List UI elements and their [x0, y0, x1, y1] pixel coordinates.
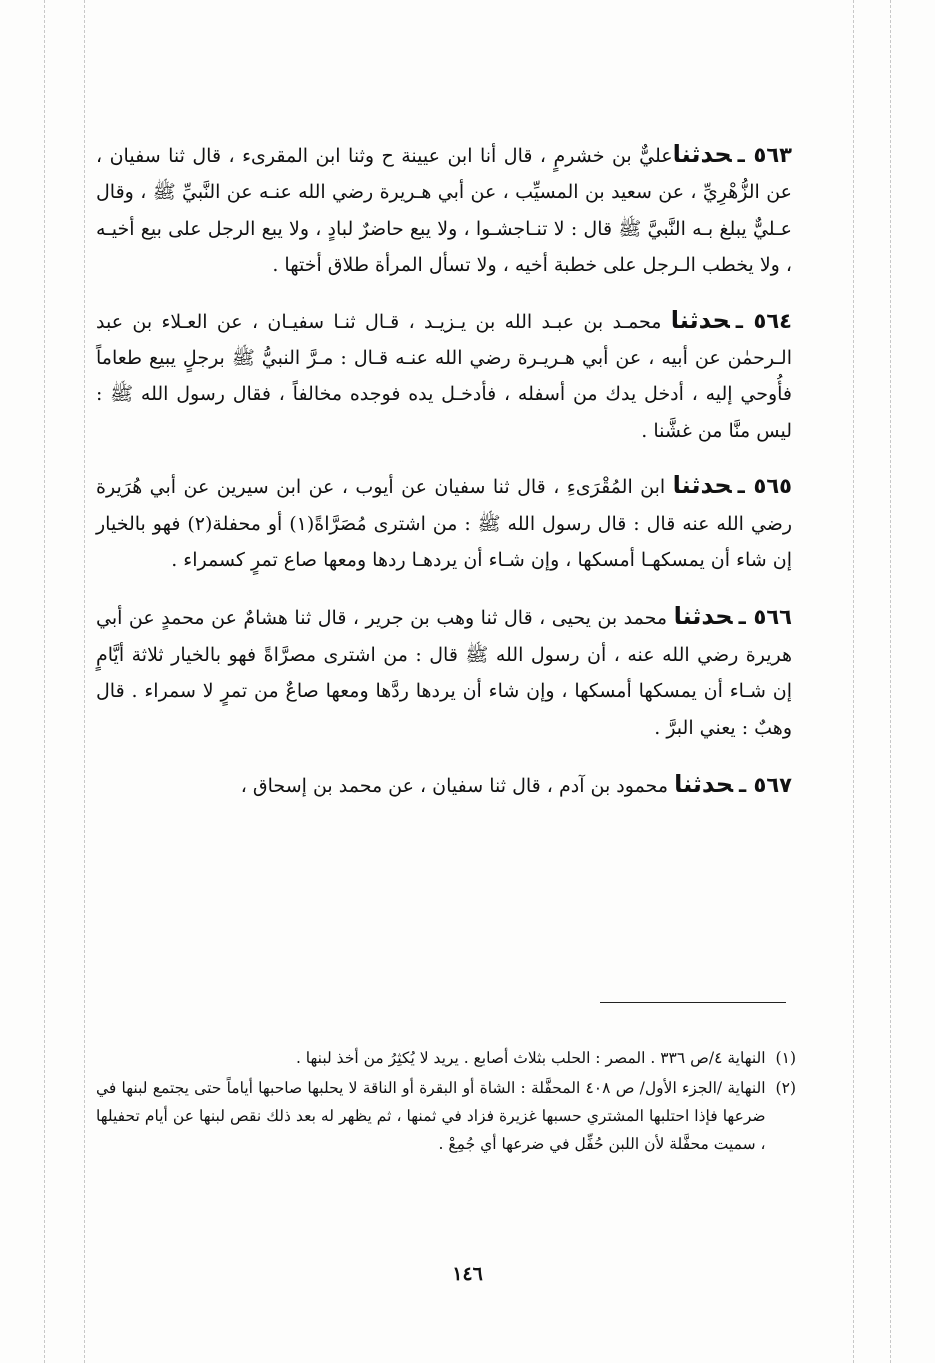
hadith-number: ٥٦٦ ـ [738, 605, 792, 630]
hadith-number: ٥٦٣ ـ [737, 143, 792, 167]
main-text [96, 136, 792, 825]
hadith-keyword: حدثنا [670, 305, 730, 334]
hadith-number: ٥٦٧ ـ [739, 773, 792, 798]
page-number: ١٤٦ [452, 1263, 483, 1285]
footnote-separator [600, 1002, 786, 1003]
hadith-563 [96, 136, 792, 284]
footnote-2 [96, 1074, 796, 1158]
hadith-564 [96, 302, 792, 450]
hadith-keyword: حدثنا [672, 140, 732, 168]
footnote-text: النهاية ٤/ص ٣٣٦ . المصر : الحلب بثلاث أصابع . يريد لا يُكثِرُ من أخذ لبنها . [295, 1049, 766, 1067]
footnote-text: النهاية /الجزء الأول/ ص ٤٠٨ المحفَّلة : الشاة أو البقرة أو الناقة لا يحلبها صاحبها أياماً حتى يجتمع لبنها في ضرعها فإذا احتلبها المشتري حسبها غزيرة فزاد في ثمنها ، ثم يظهر له بعد ذلك نقص لبنها عن أيام تحفيلها ، سميت محفَّلة لأن اللبن حُفِّل في ضرعها أي جُمِعْ . [96, 1079, 766, 1153]
footnote-1 [96, 1044, 796, 1072]
footnote-marker: (٢) [775, 1079, 796, 1097]
margin-guide-line [84, 0, 85, 1363]
hadith-number: ٥٦٤ ـ [735, 308, 792, 333]
hadith-keyword: حدثنا [673, 602, 733, 631]
hadith-text: محمد بن يحيى ، قال ثنا وهب بن جرير ، قال ثنا هشامٌ عن محمدٍ عن أبي هريرة رضي الله عنه ، أن رسول الله ﷺ قال : من اشترى مصرَّاةً فهو بالخيار ثلاثة أيَّامٍ إن شـاء أن يمسكها أمسكها ، وإن شاء أن يردها ردَّها ومعها صاعٌ من تمرٍ لا سمراء . قال وهبٌ : يعني البرَّ . [96, 607, 792, 739]
hadith-565 [96, 467, 792, 578]
footnotes [96, 1044, 796, 1160]
hadith-text: محمود بن آدم ، قال ثنا سفيان ، عن محمد بن إسحاق ، [240, 775, 669, 798]
margin-guide-line [853, 0, 854, 1363]
hadith-number: ٥٦٥ ـ [737, 474, 792, 499]
hadith-keyword: حدثنا [672, 471, 732, 500]
hadith-566 [96, 598, 792, 746]
margin-guide-line [44, 0, 45, 1363]
hadith-text: محمـد بن عبـد الله بن يـزيـد ، قـال ثنـا سفيـان ، عن العـلاء بن عبد الـرحمٰن عن أبيه ، عن أبي هـريـرة رضي الله عنـه قـال : مـرَّ النبيُّ ﷺ برجلٍ يبيع طعاماً فأُوحي إليه ، أدخل يدك من أسفله ، فأدخـل يده فوجده مخالفاً ، فقال رسول الله ﷺ : ليس منَّا من غشَّنا . [96, 310, 792, 442]
hadith-567 [96, 766, 792, 804]
hadith-text: عليٌّ بن خشرمٍ ، قال أنا ابن عيينة ح وثنا ابن المقرىء ، قال ثنا سفيان ، عن الزُّهْرِيِّ ، عن سعيد بن المسيِّب ، عن أبي هـريرة رضي الله عنـه عن النَّبيِّ ﷺ ، وقال عـليٌّ يبلغ بـه النَّبيَّ ﷺ قال : لا تنـاجشـوا ، ولا يبع حاضرٌ لبادٍ ، ولا يبع الرجل على بيع أخيـه ، ولا يخطب الـرجل على خطبة أخيه ، ولا تسأل المرأة طلاق أختها . [96, 145, 792, 277]
hadith-text: ابن المُقْرَىءِ ، قال ثنا سفيان عن أيوب ، عن ابن سيرين عن أبي هُرَيرة رضي الله عنه قال : قال رسول الله ﷺ : من اشترى مُصَرَّاةً(١) أو محفلة(٢) فهو بالخيار إن شاء أن يمسكهـا أمسكها ، وإن شـاء أن يردهـا ردها ومعها صاع تمرٍ كسمراء . [96, 476, 792, 572]
margin-guide-line [890, 0, 891, 1363]
hadith-keyword: حدثنا [674, 770, 734, 799]
footnote-marker: (١) [775, 1049, 796, 1067]
